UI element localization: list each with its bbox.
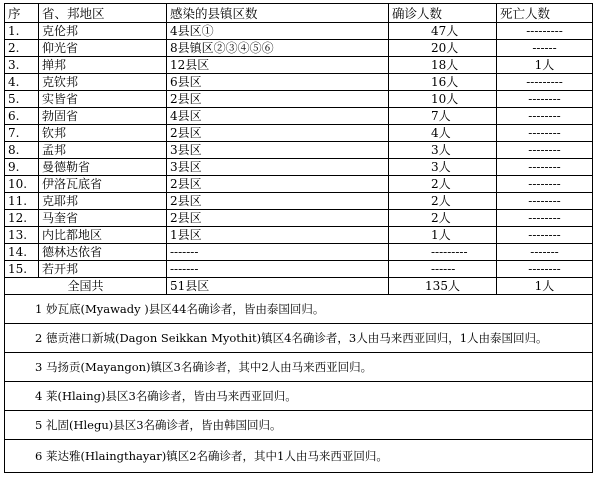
row-index: 6.	[5, 108, 39, 125]
region-name: 克伦邦	[39, 23, 167, 40]
footnote-text: 5 礼固(Hlegu)县区3名确诊者，皆由韩国回归。	[5, 411, 593, 440]
table-row	[5, 57, 593, 74]
table-row	[5, 108, 593, 125]
row-index: 5.	[5, 91, 39, 108]
covid-region-table	[4, 3, 593, 473]
footnote-text: 1 妙瓦底(Myawady )县区44名确诊者，皆由泰国回归。	[5, 295, 593, 324]
notes-body	[5, 295, 593, 473]
region-name: 掸邦	[39, 57, 167, 74]
death-count: 1人	[497, 57, 593, 74]
confirmed-count: ------	[389, 261, 497, 278]
region-name: 曼德勒省	[39, 159, 167, 176]
row-index: 12.	[5, 210, 39, 227]
row-index: 1.	[5, 23, 39, 40]
region-name: 若开邦	[39, 261, 167, 278]
death-count: --------	[497, 91, 593, 108]
death-count: ---------	[497, 74, 593, 91]
township-count: 1县区	[167, 227, 389, 244]
region-name: 伊洛瓦底省	[39, 176, 167, 193]
township-count: 4县区	[167, 108, 389, 125]
table-row	[5, 23, 593, 40]
confirmed-count: 10人	[389, 91, 497, 108]
table-row	[5, 142, 593, 159]
table-row	[5, 176, 593, 193]
region-name: 孟邦	[39, 142, 167, 159]
row-index: 15.	[5, 261, 39, 278]
row-index: 7.	[5, 125, 39, 142]
death-count: --------	[497, 108, 593, 125]
township-count: -------	[167, 261, 389, 278]
row-index: 4.	[5, 74, 39, 91]
header-region: 省、邦地区	[39, 4, 167, 23]
footnote-row	[5, 440, 593, 473]
row-index: 9.	[5, 159, 39, 176]
table-row	[5, 40, 593, 57]
township-count: 12县区	[167, 57, 389, 74]
header-index: 序	[5, 4, 39, 23]
region-name: 克钦邦	[39, 74, 167, 91]
confirmed-count: 4人	[389, 125, 497, 142]
total-townships: 51县区	[167, 278, 389, 295]
township-count: 2县区	[167, 210, 389, 227]
death-count: --------	[497, 159, 593, 176]
table-row	[5, 74, 593, 91]
table-row	[5, 91, 593, 108]
table-row	[5, 210, 593, 227]
total-row	[5, 278, 593, 295]
death-count: --------	[497, 261, 593, 278]
row-index: 8.	[5, 142, 39, 159]
region-name: 勃固省	[39, 108, 167, 125]
total-label: 全国共	[5, 278, 167, 295]
confirmed-count: 20人	[389, 40, 497, 57]
death-count: --------	[497, 142, 593, 159]
township-count: 2县区	[167, 125, 389, 142]
region-name: 实皆省	[39, 91, 167, 108]
header-deaths: 死亡人数	[497, 4, 593, 23]
confirmed-count: 7人	[389, 108, 497, 125]
confirmed-count: 1人	[389, 227, 497, 244]
region-name: 内比都地区	[39, 227, 167, 244]
death-count: --------	[497, 193, 593, 210]
footnote-row	[5, 324, 593, 353]
death-count: -------	[497, 244, 593, 261]
township-count: -------	[167, 244, 389, 261]
township-count: 4县区①	[167, 23, 389, 40]
township-count: 3县区	[167, 159, 389, 176]
death-count: --------	[497, 210, 593, 227]
death-count: --------	[497, 227, 593, 244]
footnote-text: 6 莱达雅(Hlaingthayar)镇区2名确诊者，其中1人由马来西亚回归。	[5, 440, 593, 473]
confirmed-count: 3人	[389, 142, 497, 159]
row-index: 2.	[5, 40, 39, 57]
footnote-text: 2 德贡港口新城(Dagon Seikkan Myothit)镇区4名确诊者，3人由马来西亚回归，1人由泰国回归。	[5, 324, 593, 353]
row-index: 14.	[5, 244, 39, 261]
footnote-row	[5, 295, 593, 324]
footnote-row	[5, 411, 593, 440]
header-confirmed: 确诊人数	[389, 4, 497, 23]
region-name: 马奎省	[39, 210, 167, 227]
total-confirmed: 135人	[389, 278, 497, 295]
township-count: 2县区	[167, 193, 389, 210]
footnote-row	[5, 353, 593, 382]
table-row	[5, 159, 593, 176]
township-count: 2县区	[167, 176, 389, 193]
confirmed-count: 47人	[389, 23, 497, 40]
table-row	[5, 193, 593, 210]
death-count: ------	[497, 40, 593, 57]
table-body	[5, 23, 593, 278]
confirmed-count: 2人	[389, 193, 497, 210]
township-count: 6县区	[167, 74, 389, 91]
total-deaths: 1人	[497, 278, 593, 295]
table-row	[5, 125, 593, 142]
covid-table-container	[4, 3, 592, 473]
township-count: 3县区	[167, 142, 389, 159]
region-name: 钦邦	[39, 125, 167, 142]
footnote-row	[5, 382, 593, 411]
confirmed-count: ---------	[389, 244, 497, 261]
row-index: 11.	[5, 193, 39, 210]
region-name: 德林达依省	[39, 244, 167, 261]
confirmed-count: 2人	[389, 210, 497, 227]
row-index: 13.	[5, 227, 39, 244]
row-index: 10.	[5, 176, 39, 193]
death-count: --------	[497, 176, 593, 193]
township-count: 2县区	[167, 91, 389, 108]
header-row	[5, 4, 593, 23]
death-count: --------	[497, 125, 593, 142]
row-index: 3.	[5, 57, 39, 74]
footnote-text: 4 莱(Hlaing)县区3名确诊者，皆由马来西亚回归。	[5, 382, 593, 411]
death-count: ---------	[497, 23, 593, 40]
confirmed-count: 3人	[389, 159, 497, 176]
footnote-text: 3 马扬贡(Mayangon)镇区3名确诊者，其中2人由马来西亚回归。	[5, 353, 593, 382]
table-row	[5, 261, 593, 278]
table-row	[5, 244, 593, 261]
table-row	[5, 227, 593, 244]
region-name: 克耶邦	[39, 193, 167, 210]
township-count: 8县镇区②③④⑤⑥	[167, 40, 389, 57]
confirmed-count: 16人	[389, 74, 497, 91]
header-townships: 感染的县镇区数	[167, 4, 389, 23]
region-name: 仰光省	[39, 40, 167, 57]
confirmed-count: 18人	[389, 57, 497, 74]
confirmed-count: 2人	[389, 176, 497, 193]
